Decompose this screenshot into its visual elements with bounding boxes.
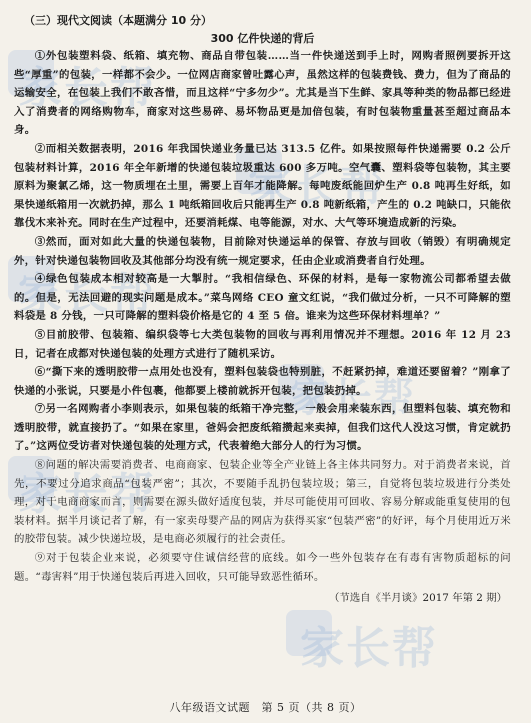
paragraph-3: ③然而，面对如此大量的快递包装物，目前除对快递运单的保管、存放与回收（销毁）有明确规定外，针对快递包装物回收及其他部分均没有统一规定要求，任由企业或消费者自行处理。 (14, 235, 511, 267)
paragraph-6: ⑥“撕下来的透明胶带一点用处也没有，塑料包装袋也特别脏，不赶紧扔掉，难道还要留着？”刚拿了快递的小张说，只要是小件包裹，他都要上楼前就拆开包装，把包装扔掉。 (14, 366, 511, 397)
paragraph-1: ①外包装塑料袋、纸箱、填充物、商品自带包装……当一件快递送到手上时，网购者照例要拆开这些“厚重”的包装，一样都不会少。一位网店商家曾吐露心声，虽然这样的包装费钱、费力，但为了商品的运输安全，在包装上我们不敢吝惜，而且这样“宁多勿少”。尤其是当下生鲜、家具等种类的物品都已经进入了消费者的网络购物车，商家对这些易碎、易坏物品更是加倍包装，有时包装物重量甚至超过商品本身。 (14, 50, 511, 137)
watermark: 家长帮 (300, 623, 438, 674)
paragraph-9: ⑨对于包装企业来说，必须要守住诚信经营的底线。如今一些外包装存在有毒有害物质超标的问题。“毒害料”用于快递包装后再进入回收，只可能导致恶性循环。 (14, 552, 511, 583)
paragraph-2: ②而相关数据表明，2016 年我国快递业务量已达 313.5 亿件。如果按照每件快递需要 0.2 公斤包装材料计算，2016 年全年新增的快递包装垃圾重达 600 多万吨。空气囊、塑料袋等包装物，其主要原料为聚氯乙烯，这一物质埋在土里，需要上百年才能降解。每吨废纸能回炉生产 0.8 吨再生好纸，如果快递纸箱用一次就扔掉，那么 1 吨纸箱回收后只能再生产 0.8 吨新纸箱，产生的 0.2 吨缺口，只能依靠伐木来补充。同时在生产过程中，还要消耗煤、电等能源，对水、大气等环境造成新的污染。 (14, 142, 511, 230)
watermark-logo-icon (286, 610, 332, 656)
paragraph-4: ④绿色包装成本相对较高是一大掣肘。“我相信绿色、环保的材料，是每一家物流公司都希望去做的。但是，无法回避的现实问题是成本。”菜鸟网络 CEO 童文红说，“我们做过分析，一只不可降解的塑料袋是 8 分钱，一只可降解的塑料袋价格是它的 4 至 5 倍。谁来为这些环保材料埋单？” (14, 273, 511, 323)
paragraph-5: ⑤目前胶带、包装箱、编织袋等七大类包装物的回收与再利用情况并不理想。2016 年 12 月 23 日，记者在成都对快递包装的处理方式进行了随机采访。 (14, 328, 511, 360)
watermark: 家长帮 (18, 469, 156, 520)
article-title: 300 亿件快递的背后 (210, 32, 315, 45)
paragraph-8: ⑧问题的解决需要消费者、电商商家、包装企业等全产业链上各主体共同努力。对于消费者来说，首先，不要过分追求商品“包装严密”；其次，不要随手乱扔包装垃圾；第三，自觉将包装垃圾进行分类处理，对于电商商家而言，则需要在源头做好适度包装，并尽可能使用可回收、容易分解或能重复使用的包装材料。据半月谈记者了解，有一家卖母婴产品的网店为获得买家“包装严密”的好评，每个月使用近万米的胶带包装。减少快递垃圾，是电商必须履行的社会责任。 (14, 459, 511, 546)
section-heading: （三）现代文阅读（本题满分 10 分） (24, 14, 212, 27)
watermark: 家长帮 (18, 63, 156, 114)
watermark: 家长帮 (248, 161, 386, 212)
watermark: 家长帮 (290, 375, 416, 421)
paragraph-7: ⑦另一名网购者小李则表示，如果包装的纸箱干净完整，一般会用来装东西，但塑料包装、填充物和透明胶带，就直接扔了。“如果在家里，爸妈会把废纸箱攒起来卖掉，但我们这代人没这习惯，肯定就扔了。”这两位受访者对快递包装的处理方式，代表着绝大部分人的行为习惯。 (14, 403, 511, 453)
page-footer: 八年级语文试题 第 5 页（共 8 页） (169, 701, 362, 714)
source-citation: （节选自《半月谈》2017 年第 2 期） (328, 592, 507, 605)
watermark: 家长帮 (18, 269, 156, 320)
